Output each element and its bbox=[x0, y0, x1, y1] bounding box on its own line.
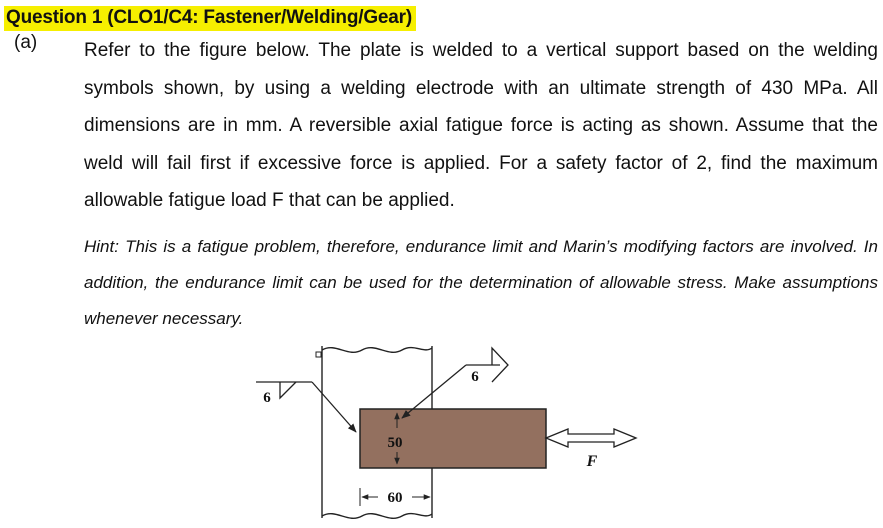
small-square-marker bbox=[316, 352, 321, 357]
question-title: Question 1 (CLO1/C4: Fastener/Welding/Gear) bbox=[4, 6, 416, 31]
force-arrow bbox=[546, 429, 636, 447]
plate-length-label: 60 bbox=[387, 490, 403, 506]
plate-height-label: 50 bbox=[387, 435, 403, 451]
hint-label: Hint bbox=[84, 237, 115, 256]
right-weld-size: 6 bbox=[471, 369, 479, 385]
right-weld-symbol bbox=[402, 348, 508, 418]
hint-text: : This is a fatigue problem, therefore, endurance limit and Marin’s modifying factors are involved. In addition, the endurance limit can be used for the determination of allowable stress. Make assumptions whenever necessary. bbox=[84, 237, 878, 328]
force-label: F bbox=[586, 453, 598, 470]
left-weld-size: 6 bbox=[263, 390, 271, 406]
question-body: Refer to the figure below. The plate is welded to a vertical support based on the welding symbols shown, by using a welding electrode with an ultimate strength of 430 MPa. All dimensions are in mm. A reversible axial fatigue force is acting as shown. Assume that the weld will fail first if excessive force is applied. For a safety factor of 2, find the maximum allowable fatigue load F that can be applied. bbox=[84, 40, 878, 211]
part-label: (a) bbox=[14, 32, 38, 53]
left-weld-symbol bbox=[256, 382, 356, 432]
